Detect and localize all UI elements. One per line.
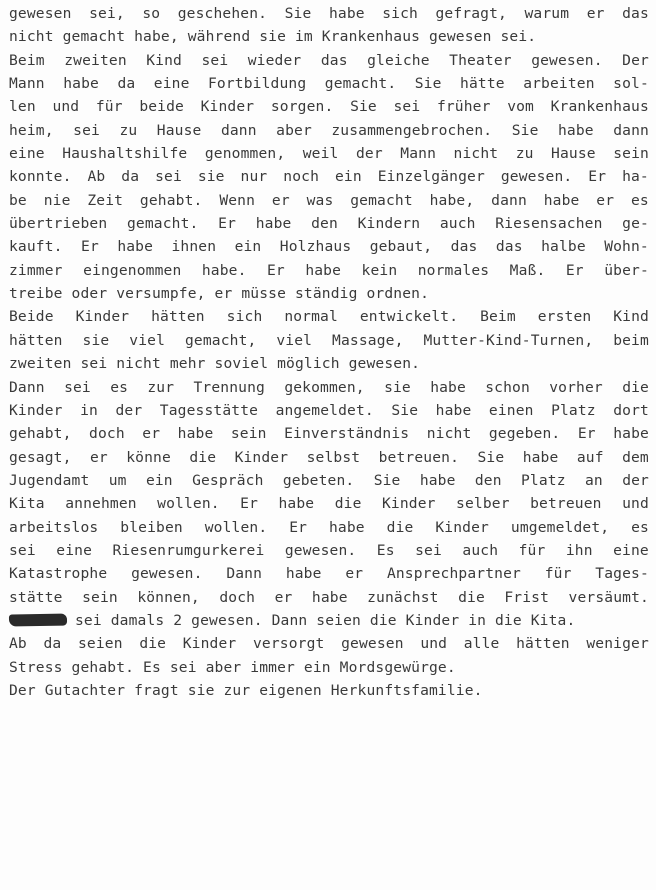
word: kein [361, 261, 398, 279]
word: sei [201, 51, 229, 69]
word: sich [226, 308, 263, 326]
word: sein [230, 425, 267, 443]
word: er [89, 448, 108, 466]
word: gewesen. [500, 168, 573, 186]
word: ihnen [171, 238, 217, 256]
word: sei [393, 98, 421, 116]
word: Tages- [595, 565, 649, 583]
text-line-8 [9, 165, 649, 188]
word: es [631, 191, 649, 209]
word: Er [218, 215, 237, 233]
word: gebeten. [282, 471, 355, 489]
word: eingenommen [83, 261, 182, 279]
text-line-6 [9, 119, 649, 142]
word: annehmen [65, 495, 137, 513]
word: doch [89, 425, 125, 443]
word: Er [240, 495, 259, 513]
word: Beim [9, 51, 45, 69]
word: Sie [477, 448, 505, 466]
text-line-27 [9, 609, 655, 632]
word: Ab [87, 168, 106, 186]
word: geschehen. [177, 5, 268, 22]
word: Sie [511, 121, 539, 139]
word: gemacht. [126, 215, 199, 233]
word: auch [439, 215, 476, 233]
word: sie [82, 331, 110, 349]
word: Ab [9, 635, 27, 653]
word: es [631, 518, 649, 536]
word: konnte. [9, 168, 72, 186]
word: vom [507, 98, 534, 116]
word: Hause [551, 145, 596, 163]
word: Er [81, 238, 99, 256]
word: in [80, 401, 98, 419]
word: doch [219, 588, 256, 606]
word: habe [419, 471, 456, 489]
word: die [386, 518, 414, 536]
word: gekommen, [284, 378, 365, 396]
word: habe [328, 5, 365, 22]
text-line-21 [9, 469, 649, 492]
text-line-14 [9, 305, 649, 328]
word: versäumt. [568, 588, 649, 606]
word: Kinder [182, 635, 237, 653]
word: sei [9, 541, 36, 559]
word: bleiben [120, 518, 183, 536]
word: und [420, 635, 448, 653]
word: hätten [151, 308, 205, 326]
word: früher [436, 98, 491, 116]
word: könne [126, 448, 171, 466]
word: kauft. [9, 238, 63, 256]
word: Zeit [87, 191, 124, 209]
word: gewesen [341, 635, 404, 653]
word: habe [430, 378, 466, 396]
text-line-24 [9, 539, 649, 562]
word: an [585, 471, 603, 489]
word: auch [462, 541, 499, 559]
word: habe, [429, 191, 475, 209]
word: übertrieben [9, 215, 108, 233]
word: er [596, 191, 615, 209]
word: das [320, 51, 348, 69]
word: schon [485, 378, 530, 396]
word: habe. [201, 261, 247, 279]
text-line-26 [9, 586, 649, 609]
text-line-15 [9, 329, 649, 352]
word: Kinder [435, 518, 489, 536]
word: und [622, 495, 649, 513]
word: Ansprechpartner [386, 565, 521, 583]
word: Einzelgänger [377, 168, 485, 186]
word: sei, [89, 5, 125, 22]
word: zusammengebrochen. [331, 121, 493, 139]
word: dann [220, 121, 257, 139]
text-line-2: nicht gemacht habe, während sie im Krankenhaus gewesen sei. [9, 28, 537, 46]
text-line-19 [9, 422, 649, 445]
word: Dann [9, 378, 45, 396]
word: der [355, 145, 383, 163]
word: heim, [9, 121, 54, 139]
word: sei [155, 168, 182, 186]
word: gefragt, [435, 5, 507, 22]
word: noch [283, 168, 320, 186]
word: für [95, 98, 123, 116]
word: Frist [504, 588, 550, 606]
word: Hause [156, 121, 202, 139]
word: genommen, [204, 145, 286, 163]
word: halbe [541, 238, 586, 256]
word: Riesenrumgurkerei [112, 541, 265, 559]
word: habe [285, 565, 322, 583]
word: gehabt. [139, 191, 203, 209]
word: gemacht [350, 191, 413, 209]
word: die [334, 495, 362, 513]
word: habe [613, 425, 649, 443]
text-line-22 [9, 492, 649, 515]
word: normales [417, 261, 490, 279]
word: Kind [146, 51, 182, 69]
word: habe [63, 75, 99, 93]
word: gemacht, [184, 331, 257, 349]
word: nie [43, 191, 71, 209]
word: nicht [426, 425, 472, 443]
word: das [450, 238, 478, 256]
word: wollen. [204, 518, 268, 536]
word: Wohn- [604, 238, 649, 256]
text-line-11 [9, 235, 649, 258]
word: sie [197, 168, 225, 186]
word: den [311, 215, 338, 233]
text-line-29: Stress gehabt. Es sei aber immer ein Mordsgewürge. [9, 658, 456, 676]
word: weniger [586, 635, 649, 653]
word: gewesen [9, 5, 72, 22]
text-line-13: treibe oder versumpfe, er müsse ständig ordnen. [9, 285, 430, 303]
word: gewesen. [284, 541, 357, 559]
word: weil [302, 145, 339, 163]
word: habe [278, 495, 315, 513]
word: zweiten [64, 51, 127, 69]
word: eine [9, 145, 45, 163]
word: hätte [460, 75, 505, 93]
text-line-18 [9, 399, 649, 422]
word: Er [588, 168, 607, 186]
text-line-20 [9, 446, 649, 469]
word: Massage, [332, 331, 404, 349]
word: Sie [284, 5, 312, 22]
word: be [9, 191, 27, 209]
word: er [345, 565, 364, 583]
word: Jugendamt [9, 471, 90, 489]
word: viel [276, 331, 313, 349]
word: betreuen. [378, 448, 460, 466]
word: er [586, 5, 605, 22]
text-line-25 [9, 562, 649, 585]
word: wieder [247, 51, 302, 69]
word: sei [64, 378, 91, 396]
word: Kinder [9, 401, 63, 419]
word: gewesen. [131, 565, 203, 583]
word: habe [305, 261, 342, 279]
word: Gespräch [192, 471, 264, 489]
word: zunächst [367, 588, 439, 606]
word: gewesen. [531, 51, 603, 69]
word: nur [240, 168, 268, 186]
word: Beide [9, 308, 54, 326]
word: Maß. [509, 261, 546, 279]
word: viel [129, 331, 166, 349]
text-line-28 [9, 632, 649, 655]
word: gebaut, [369, 238, 433, 256]
word: der [622, 471, 649, 489]
word: normal [284, 308, 338, 326]
word: Sie [391, 401, 419, 419]
word: entwickelt. [359, 308, 459, 326]
word: aber [276, 121, 312, 139]
word: sich [382, 5, 418, 22]
word: betreuen [530, 495, 602, 513]
word: da [117, 75, 136, 93]
word: zur [147, 378, 175, 396]
word: die [139, 635, 167, 653]
text-line-12 [9, 259, 649, 282]
word: habe [522, 448, 559, 466]
word: sorgen. [270, 98, 334, 116]
word: habe [543, 191, 580, 209]
word: Einverständnis [284, 425, 410, 443]
word: Dann [226, 565, 263, 583]
word: ha- [622, 168, 649, 186]
word: vorher [549, 378, 603, 396]
word: können, [137, 588, 200, 606]
text-line-10 [9, 212, 649, 235]
word: warum [524, 5, 570, 22]
word: um [108, 471, 127, 489]
word: dem [622, 448, 649, 466]
word: Kinder [234, 448, 289, 466]
word: beim [613, 331, 649, 349]
word: Kinder [200, 98, 255, 116]
word: Wenn [219, 191, 256, 209]
word: die [189, 448, 217, 466]
text-line-3 [9, 49, 649, 72]
word: Platz [551, 401, 596, 419]
word: sol- [613, 75, 649, 93]
word: Mutter-Kind-Turnen, [423, 331, 594, 349]
word: da [43, 635, 62, 653]
text-line-17 [9, 376, 649, 399]
text-line-5 [9, 95, 649, 118]
word: habe [177, 425, 214, 443]
word: sein [82, 588, 118, 606]
word: ersten [537, 308, 592, 326]
word: die [622, 378, 649, 396]
word: zimmer [9, 261, 63, 279]
word: und [52, 98, 80, 116]
word: es [110, 378, 129, 396]
word: Mann [400, 145, 437, 163]
word: Kinder [381, 495, 436, 513]
word: er [274, 588, 293, 606]
word: umgemeldet, [510, 518, 610, 536]
word: dann [613, 121, 649, 139]
word: Holzhaus [279, 238, 352, 256]
word: selbst [306, 448, 361, 466]
word: dann [491, 191, 527, 209]
word: sie [384, 378, 411, 396]
word: Sie [350, 98, 377, 116]
text-line-7 [9, 142, 649, 165]
word: auf [576, 448, 604, 466]
text-line-30: Der Gutachter fragt sie zur eigenen Herkunftsfamilie. [9, 681, 483, 699]
word: ein [334, 168, 362, 186]
word: den [474, 471, 502, 489]
word: sei [73, 121, 100, 139]
word: len [9, 98, 36, 116]
word: zu [119, 121, 138, 139]
word: Mann [9, 75, 45, 93]
text-line-4 [9, 72, 649, 95]
word: da [121, 168, 140, 186]
word: nicht [453, 145, 499, 163]
word: hätten [516, 635, 570, 653]
text-line-16: zweiten sei nicht mehr soviel möglich gewesen. [9, 355, 421, 373]
text-line-23 [9, 516, 649, 539]
word: Kita [9, 495, 45, 513]
word: arbeitslos [9, 518, 99, 536]
word: Beim [480, 308, 516, 326]
word: Er [577, 425, 596, 443]
word: ein [234, 238, 262, 256]
word: alle [463, 635, 500, 653]
word: Er [289, 518, 308, 536]
word: Er [565, 261, 584, 279]
word: gemacht. [324, 75, 397, 93]
word: seien [78, 635, 123, 653]
word: was [306, 191, 334, 209]
word: Krankenhaus [550, 98, 649, 116]
word: Der [622, 51, 649, 69]
word: einen [488, 401, 534, 419]
word: Er [266, 261, 285, 279]
word: für [544, 565, 572, 583]
word: Es [376, 541, 395, 559]
word: die [458, 588, 485, 606]
word: Sie [414, 75, 442, 93]
word: Theater [449, 51, 512, 69]
word: dort [613, 401, 649, 419]
word: Tagesstätte [159, 401, 259, 419]
word: so [142, 5, 161, 22]
word: arbeiten [523, 75, 595, 93]
word: ge- [622, 215, 649, 233]
word: Kinder [75, 308, 130, 326]
word: Katastrophe [9, 565, 108, 583]
word: angemeldet. [275, 401, 374, 419]
word: Haushaltshilfe [62, 145, 188, 163]
word: Trennung [193, 378, 265, 396]
word: Fortbildung [208, 75, 307, 93]
word: Kindern [357, 215, 421, 233]
text-line-1 [9, 2, 649, 25]
word: zu [515, 145, 534, 163]
word: habe [117, 238, 154, 256]
word: er [271, 191, 290, 209]
word: eine [613, 541, 649, 559]
document-body [9, 2, 655, 702]
word: über- [604, 261, 649, 279]
word: gehabt, [9, 425, 72, 443]
word: das [495, 238, 523, 256]
word: eine [153, 75, 190, 93]
word: beide [139, 98, 184, 116]
word: habe [435, 401, 472, 419]
word: der [115, 401, 143, 419]
word: eine [56, 541, 93, 559]
word: ihn [565, 541, 593, 559]
word: stätte [9, 588, 63, 606]
word: für [518, 541, 546, 559]
text-line-9 [9, 189, 649, 212]
word: gegeben. [488, 425, 561, 443]
word: Platz [521, 471, 566, 489]
word: sein [613, 145, 649, 163]
word: wollen. [157, 495, 220, 513]
word: Riesensachen [495, 215, 603, 233]
word: gleiche [367, 51, 430, 69]
word: versorgt [253, 635, 325, 653]
word: habe [557, 121, 594, 139]
word: er [142, 425, 161, 443]
word: selber [456, 495, 510, 513]
word: Kind [613, 308, 649, 326]
word: habe [255, 215, 292, 233]
redaction-mark [9, 613, 67, 626]
word: habe [329, 518, 365, 536]
word: sei [415, 541, 442, 559]
word: Sie [373, 471, 401, 489]
text-line-27-text: sei damals 2 gewesen. Dann seien die Kinder in die Kita. [75, 611, 576, 629]
word: gesagt, [9, 448, 72, 466]
word: ein [145, 471, 173, 489]
word: das [622, 5, 649, 22]
word: habe [311, 588, 348, 606]
word: hätten [9, 331, 63, 349]
